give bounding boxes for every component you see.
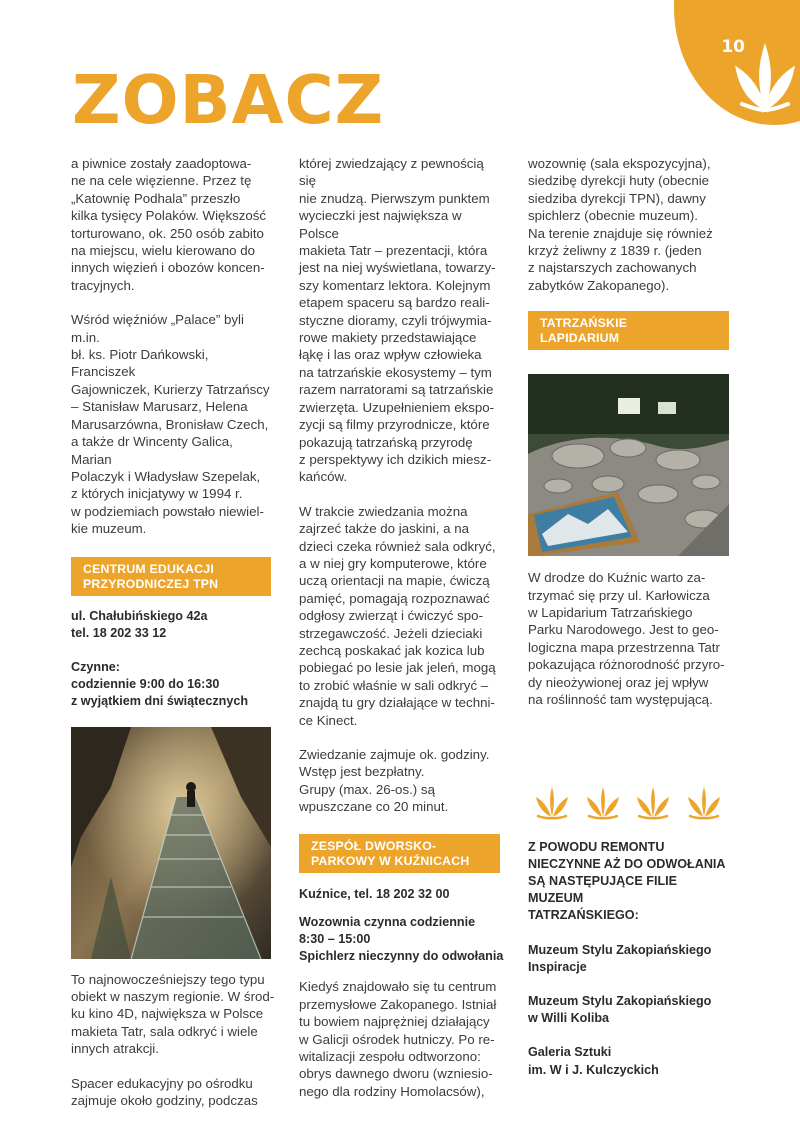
column-right xyxy=(528,155,733,1079)
branch-name: Galeria Sztuki im. W i J. Kulczyckich xyxy=(528,1045,659,1077)
opening-hours: Czynne: codziennie 9:00 do 16:30 z wyjątkiem dni świątecznych xyxy=(71,659,249,709)
page-number: 10 xyxy=(721,37,745,57)
paragraph: Wśród więźniów „Palace” byli m.in. bł. ks. Piotr Dańkowski, Franciszek Gajowniczek, Kurierzy Tatrzańscy – Stanisław Marusarz, Helena Marusarzówna, Bronisław Czech, a także dr Wincenty Galica, Marian Polaczyk i Władysław Szepelak, z których inicjatywy w 1994 r. w podziemiach powstało niewiel- kie muzeum. xyxy=(71,312,270,537)
paragraph: W drodze do Kuźnic warto za- trzymać się przy ul. Karłowicza w Lapidarium Tatrzańskiego Parku Narodowego. Jest to geo- logiczna mapa przestrzenna Tatr pokazująca różnorodność przyro- dy nieożywionej oraz jej wpływ na roślinność tam występującą. xyxy=(528,570,725,708)
closure-notice: Z POWODU REMONTU NIECZYNNE AŻ DO ODWOŁANIA SĄ NASTĘPUJĄCE FILIE MUZEUM TATRZAŃSKIEGO: xyxy=(528,839,726,923)
address-block: ul. Chałubińskiego 42a tel. 18 202 33 12 xyxy=(71,608,208,640)
opening-hours: Wozownia czynna codziennie 8:30 – 15:00 Spichlerz nieczynny do odwołania xyxy=(299,914,504,964)
page-title: ZOBACZ xyxy=(72,61,385,139)
wheat-sprig-icon xyxy=(532,783,572,823)
paragraph: To najnowocześniejszy tego typu obiekt w naszym regionie. W środ- ku kino 4D, największa w Polsce makieta Tatr, sala odkryć i wiele innych atrakcji. xyxy=(71,971,275,1057)
paragraph: Kiedyś znajdowało się tu centrum przemysłowe Zakopanego. Istniał tu bowiem najprężniej działający w Galicji ośrodek hutniczy. Po re- witalizacji zespołu odtworzono: obrys dawnego dworu (wzniesio- nego dla rodziny Homolacsów), xyxy=(299,979,497,1099)
branch-name: Muzeum Stylu Zakopiańskiego w Willi Koliba xyxy=(528,993,712,1026)
section-heading-kuznice: ZESPÓŁ DWORSKO- PARKOWY W KUŹNICACH xyxy=(299,834,500,873)
paragraph: W trakcie zwiedzania można zajrzeć także do jaskini, a na dzieci czeka również sala odkryć, a w niej gry komputerowe, które uczą orientacji na mapie, ćwiczą pamięć, pomagają rozpoznawać odgłosy zwierząt i ćwiczyć spo- strzegawczość. Jeżeli dzieciaki zechcą poskakać jak kozica lub pobiegać po lesie jak jeleń, mogą to zrobić właśnie w sali odkryć – znajdą tu gry działające w techni- ce Kinect. xyxy=(299,503,496,728)
paragraph: Zwiedzanie zajmuje ok. godziny. Wstęp jest bezpłatny. Grupy (max. 26-os.) są wpuszczane co 20 minut. xyxy=(299,747,490,815)
column-middle xyxy=(299,155,504,1100)
paragraph: wozownię (sala ekspozycyjna), siedzibę dyrekcji huty (obecnie siedziba dyrekcji TPN), dawny spichlerz (obecnie muzeum). Na terenie znajduje się również krzyż żeliwny z 1839 r. (jeden z najstarszych zachowanych zabytków Zakopanego). xyxy=(528,156,713,293)
cave-walkway-photo xyxy=(71,727,271,959)
branch-name: Muzeum Stylu Zakopiańskiego Inspiracje xyxy=(528,942,712,974)
section-heading-lapidarium: TATRZAŃSKIE LAPIDARIUM xyxy=(528,311,729,350)
wheat-sprig-icon xyxy=(734,42,796,114)
address-block: Kuźnice, tel. 18 202 32 00 xyxy=(299,886,450,901)
wheat-divider xyxy=(532,783,724,823)
paragraph: Spacer edukacyjny po ośrodku zajmuje około godziny, podczas xyxy=(71,1075,258,1108)
section-heading-tpn-center: CENTRUM EDUKACJI PRZYRODNICZEJ TPN xyxy=(71,557,271,596)
wheat-sprig-icon xyxy=(684,783,724,823)
wheat-sprig-icon xyxy=(633,783,673,823)
column-left xyxy=(71,155,276,1109)
paragraph: a piwnice zostały zaadoptowa- ne na cele więzienne. Przez tę „Katownię Podhala” przeszło kilka tysięcy Polaków. Większość torturowano, ok. 250 osób zabito na miejscu, wielu kierowano do innych więzień i obozów koncen- tracyjnych. xyxy=(71,156,267,293)
wheat-sprig-icon xyxy=(583,783,623,823)
paragraph: której zwiedzający z pewnością się nie znudzą. Pierwszym punktem wycieczki jest największa w Polsce makieta Tatr – prezentacji, która jest na niej wyświetlana, towarzy- szy komentarz lektora. Kolejnym etapem spaceru są bardzo reali- styczne dioramy, czyli trójwymia- rowe makiety przedstawiające łąkę i las oraz wpływ człowieka na tatrzańskie ekosystemy – tym razem narratorami są tatrzańskie zwierzęta. Uzupełnieniem ekspo- zycji są filmy przyrodnicze, które pokazują tatrzańską przyrodę z perspektywy ich dzikich miesz- kańców. xyxy=(299,156,496,485)
lapidarium-rocks-photo xyxy=(528,374,729,556)
